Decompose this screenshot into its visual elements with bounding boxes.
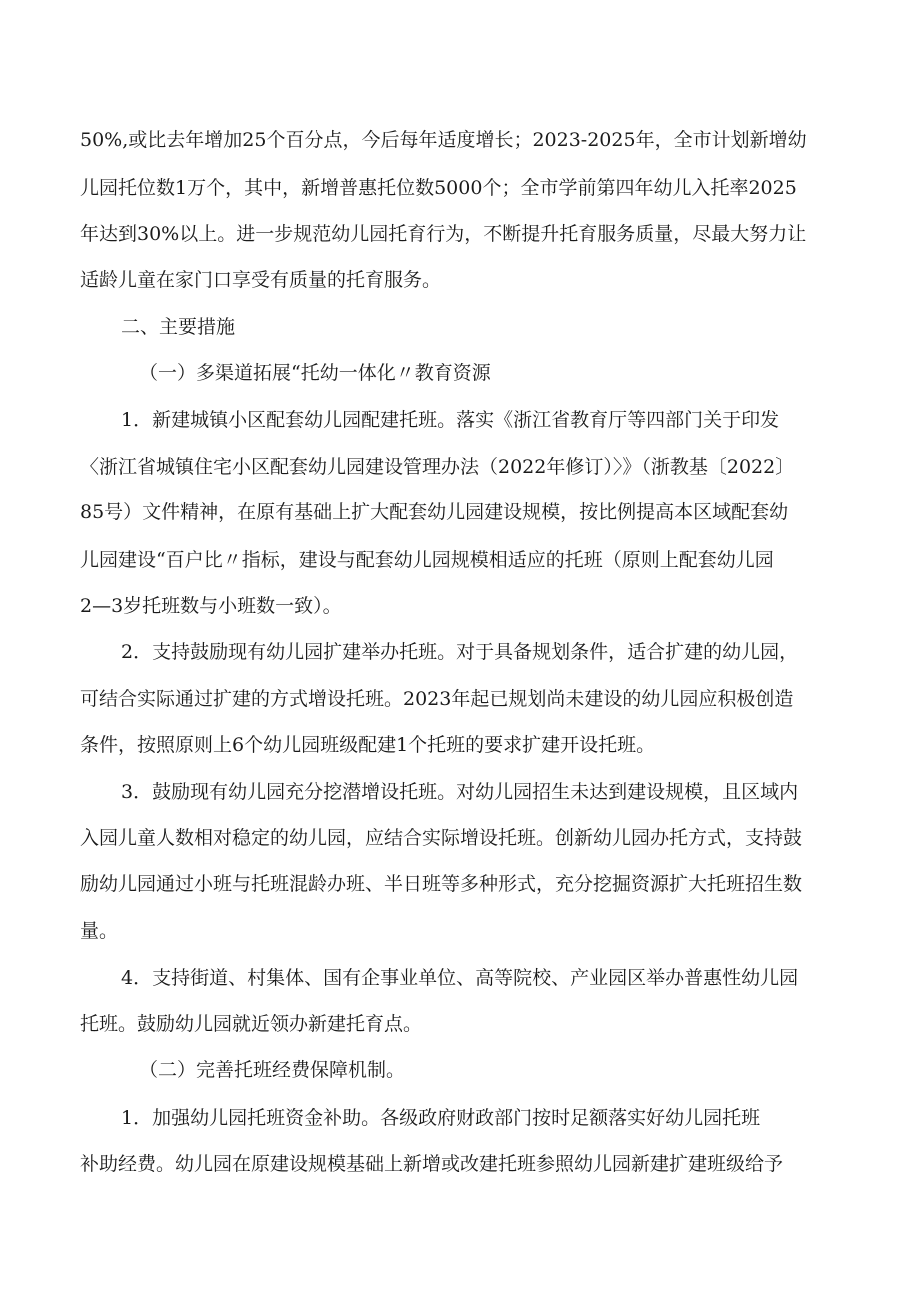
paragraph-line: 入园儿童人数相对稳定的幼儿园，应结合实际增设托班。创新幼儿园办托方式，支持鼓 <box>80 827 803 849</box>
paragraph-line: 1．新建城镇小区配套幼儿园配建托班。落实《浙江省教育厅等四部门关于印发 <box>121 409 780 431</box>
paragraph-line: 50%,或比去年增加25个百分点，今后每年适度增长；2023-2025年，全市计划新增幼 <box>80 129 807 151</box>
subsection-heading: （一）多渠道拓展“托幼一体化〃教育资源 <box>139 362 491 384</box>
paragraph-line: 2—3岁托班数与小班数一致）。 <box>80 595 342 617</box>
paragraph-line: 85号）文件精神，在原有基础上扩大配套幼儿园建设规模，按比例提高本区域配套幼 <box>80 501 789 523</box>
paragraph-line: 4．支持街道、村集体、国有企事业单位、高等院校、产业园区举办普惠性幼儿园 <box>121 967 799 989</box>
paragraph-line: 补助经费。幼儿园在原建设规模基础上新增或改建托班参照幼儿园新建扩建班级给予 <box>80 1153 784 1175</box>
paragraph-line: 条件，按照原则上6个幼儿园班级配建1个托班的要求扩建开设托班。 <box>80 734 656 756</box>
paragraph-line: 儿园托位数1万个，其中，新增普惠托位数5000个；全市学前第四年幼儿入托率2025 <box>80 177 797 199</box>
subsection-heading: （二）完善托班经费保障机制。 <box>139 1059 406 1081</box>
paragraph-line: 可结合实际通过扩建的方式增设托班。2023年起已规划尚未建设的幼儿园应积极创造 <box>80 688 794 710</box>
paragraph-line: 1．加强幼儿园托班资金补助。各级政府财政部门按时足额落实好幼儿园托班 <box>121 1107 761 1129</box>
paragraph-line: 励幼儿园通过小班与托班混龄办班、半日班等多种形式，充分挖掘资源扩大托班招生数 <box>80 873 803 895</box>
section-heading: 二、主要措施 <box>121 316 236 338</box>
paragraph-line: 儿园建设“百户比〃指标，建设与配套幼儿园规模相适应的托班（原则上配套幼儿园 <box>80 549 774 571</box>
paragraph-line: 3．鼓励现有幼儿园充分挖潜增设托班。对幼儿园招生未达到建设规模，且区域内 <box>121 781 799 803</box>
paragraph-line: 量。 <box>80 920 119 942</box>
paragraph-line: 适龄儿童在家门口享受有质量的托育服务。 <box>80 269 442 291</box>
paragraph-line: 年达到30%以上。进一步规范幼儿园托育行为，不断提升托育服务质量，尽最大努力让 <box>80 223 807 245</box>
paragraph-line: 2．支持鼓励现有幼儿园扩建举办托班。对于具备规划条件，适合扩建的幼儿园， <box>121 641 799 663</box>
paragraph-line: 托班。鼓励幼儿园就近领办新建托育点。 <box>80 1013 423 1035</box>
paragraph-line: 〈浙江省城镇住宅小区配套幼儿园建设管理办法（2022年修订）〉》（浙教基〔2022〕 <box>80 456 795 478</box>
